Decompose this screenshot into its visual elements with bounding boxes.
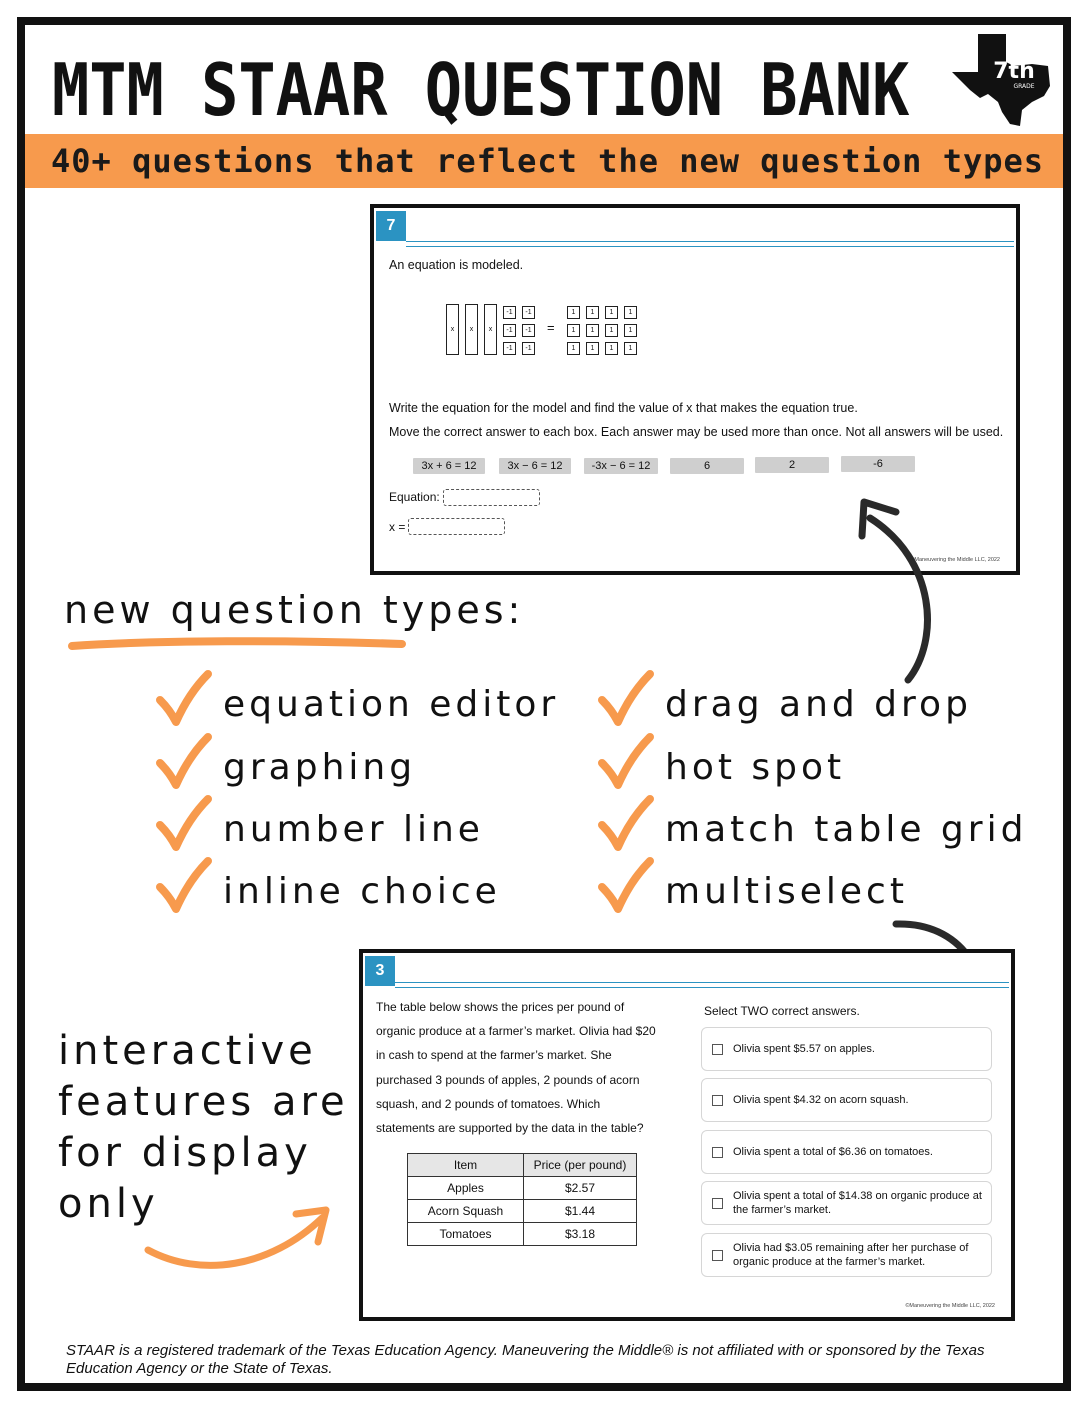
equation-drop-box[interactable]: [443, 489, 540, 506]
option-label: Olivia spent a total of $6.36 on tomatoes.: [733, 1146, 933, 1158]
x-drop-box[interactable]: [408, 518, 505, 535]
checkmark-icon: [598, 857, 654, 913]
feature-item: inline choice: [223, 871, 501, 912]
one-tile: 1: [624, 342, 637, 355]
question-prompt: An equation is modeled.: [389, 258, 524, 272]
copyright: ©Maneuvering the Middle LLC, 2022: [905, 1303, 995, 1309]
grade-badge-label: GRADE: [1013, 83, 1035, 90]
answer-chip[interactable]: 3x + 6 = 12: [413, 458, 485, 474]
one-tile: 1: [567, 324, 580, 337]
negative-one-tile: -1: [503, 306, 516, 319]
checkbox[interactable]: [712, 1095, 723, 1106]
answer-chip[interactable]: -6: [841, 456, 915, 472]
negative-one-tile: -1: [522, 342, 535, 355]
passage-line: organic produce at a farmer’s market. Olivia had $20: [376, 1024, 656, 1038]
answer-chip[interactable]: 3x − 6 = 12: [499, 458, 571, 474]
underline-icon: [68, 634, 408, 654]
one-tile: 1: [586, 324, 599, 337]
answer-chip[interactable]: -3x − 6 = 12: [584, 458, 658, 474]
checkmark-icon: [156, 733, 212, 789]
answer-option[interactable]: [701, 1027, 992, 1071]
answer-option[interactable]: [701, 1181, 992, 1225]
negative-one-tile: -1: [503, 342, 516, 355]
feature-item: equation editor: [223, 684, 560, 725]
x-tile: x: [446, 304, 459, 355]
option-label: Olivia had $3.05 remaining after her purchase of organic produce at the farmer’s market.: [733, 1242, 969, 1268]
passage-line: purchased 3 pounds of apples, 2 pounds of acorn: [376, 1073, 640, 1087]
side-note-line: interactive: [58, 1028, 317, 1074]
answer-option[interactable]: [701, 1233, 992, 1277]
passage-line: The table below shows the prices per pound of: [376, 1000, 625, 1014]
checkmark-icon: [598, 733, 654, 789]
one-tile: 1: [605, 306, 618, 319]
table-cell: $1.44: [524, 1200, 637, 1223]
passage-line: statements are supported by the data in the table?: [376, 1121, 644, 1135]
one-tile: 1: [586, 306, 599, 319]
checkmark-icon: [156, 795, 212, 851]
feature-item: multiselect: [665, 871, 908, 912]
trademark-footer: STAAR is a registered trademark of the Texas Education Agency. Maneuvering the Middle® is not affiliated with or sponsored by the Texas Education Agency or the State of Texas.: [66, 1342, 985, 1377]
instruction-2: Move the correct answer to each box. Each answer may be used more than once. Not all answers will be used.: [389, 425, 1004, 439]
x-tile: x: [465, 304, 478, 355]
answer-chip[interactable]: 6: [670, 458, 744, 474]
table-row: [408, 1200, 637, 1223]
answer-option[interactable]: [701, 1130, 992, 1174]
table-cell: $3.18: [524, 1223, 637, 1246]
equals-sign: =: [547, 320, 555, 335]
checkbox[interactable]: [712, 1044, 723, 1055]
table-cell: Tomatoes: [408, 1223, 524, 1246]
side-note-line: for display: [58, 1130, 312, 1176]
option-label: Olivia spent $5.57 on apples.: [733, 1043, 875, 1055]
divider: [406, 246, 1014, 247]
question-number: 3: [365, 956, 395, 986]
price-table: [407, 1153, 637, 1246]
checkbox[interactable]: [712, 1147, 723, 1158]
copyright: ©Maneuvering the Middle LLC, 2022: [910, 557, 1000, 563]
banner: [25, 134, 1063, 188]
grade-badge-number: 7th: [993, 59, 1035, 84]
side-note-line: features are: [58, 1079, 349, 1125]
table-header: Item: [408, 1154, 524, 1177]
banner-text: 40+ questions that reflect the new question types: [51, 142, 1045, 180]
checkmark-icon: [156, 857, 212, 913]
select-prompt: Select TWO correct answers.: [704, 1004, 860, 1018]
divider: [395, 982, 1009, 983]
feature-item: drag and drop: [665, 684, 972, 725]
one-tile: 1: [586, 342, 599, 355]
passage-line: in cash to spend at the farmer’s market. She: [376, 1048, 612, 1062]
texas-grade-badge-icon: [948, 32, 1052, 128]
table-header: Price (per pound): [524, 1154, 637, 1177]
one-tile: 1: [605, 324, 618, 337]
option-label: Olivia spent a total of $14.38 on organic produce at the farmer’s market.: [733, 1190, 982, 1216]
table-header-row: [408, 1154, 637, 1177]
one-tile: 1: [624, 324, 637, 337]
feature-item: graphing: [223, 747, 417, 788]
feature-item: hot spot: [665, 747, 846, 788]
x-label: x =: [389, 520, 406, 534]
feature-item: match table grid: [665, 809, 1028, 850]
checkmark-icon: [156, 670, 212, 726]
checkmark-icon: [598, 795, 654, 851]
table-cell: $2.57: [524, 1177, 637, 1200]
table-cell: Apples: [408, 1177, 524, 1200]
orange-arrow-icon: [140, 1198, 340, 1288]
negative-one-tile: -1: [522, 324, 535, 337]
types-heading: new question types:: [64, 588, 525, 632]
instruction-1: Write the equation for the model and find the value of x that makes the equation true.: [389, 401, 858, 415]
table-row: [408, 1177, 637, 1200]
table-row: [408, 1223, 637, 1246]
divider: [395, 987, 1009, 988]
option-label: Olivia spent $4.32 on acorn squash.: [733, 1094, 909, 1106]
one-tile: 1: [624, 306, 637, 319]
side-note-line: only: [58, 1181, 159, 1227]
answer-chip[interactable]: 2: [755, 457, 829, 473]
answer-option[interactable]: [701, 1078, 992, 1122]
page-title: MTM STAAR QUESTION BANK: [52, 48, 910, 132]
curved-arrow-icon: [840, 490, 960, 700]
question-card-3: [359, 949, 1015, 1321]
question-number: 7: [376, 211, 406, 241]
equation-label: Equation:: [389, 490, 440, 504]
checkbox[interactable]: [712, 1250, 723, 1261]
table-cell: Acorn Squash: [408, 1200, 524, 1223]
one-tile: 1: [567, 342, 580, 355]
one-tile: 1: [567, 306, 580, 319]
checkbox[interactable]: [712, 1198, 723, 1209]
one-tile: 1: [605, 342, 618, 355]
feature-item: number line: [223, 809, 484, 850]
passage-line: squash, and 2 pounds of tomatoes. Which: [376, 1097, 601, 1111]
x-tile: x: [484, 304, 497, 355]
negative-one-tile: -1: [503, 324, 516, 337]
checkmark-icon: [598, 670, 654, 726]
negative-one-tile: -1: [522, 306, 535, 319]
divider: [406, 241, 1014, 242]
